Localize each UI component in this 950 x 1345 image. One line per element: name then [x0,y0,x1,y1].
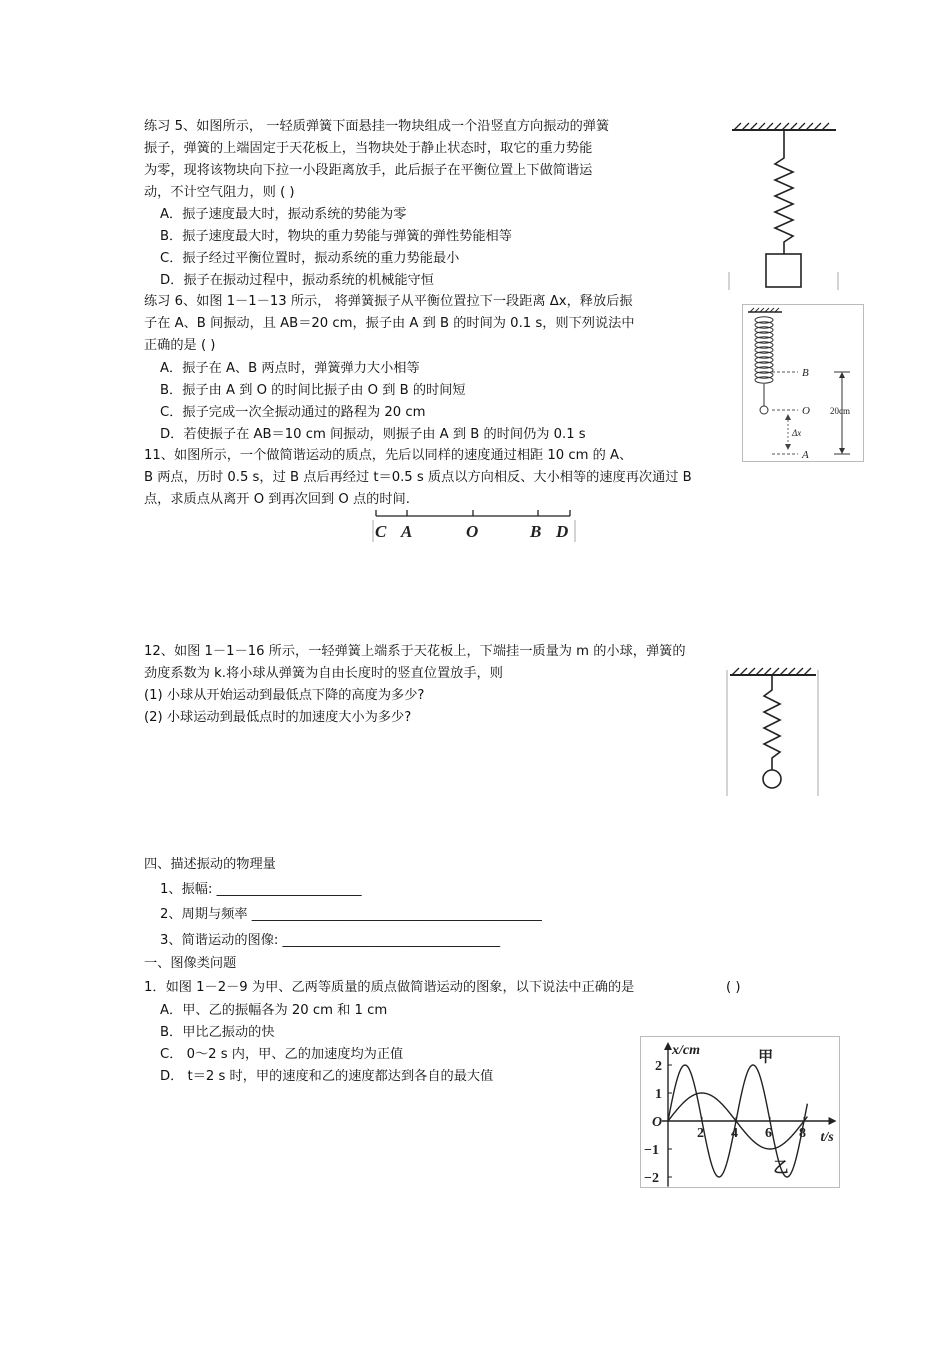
q6-option-d: D．若使振子在 AB＝10 cm 间振动，则振子由 A 到 B 的时间仍为 0.1 s [160,427,586,442]
graph-question-stem: 1．如图 1－2－9 为甲、乙两等质量的质点做简谐运动的图象，以下说法中正确的是 [144,980,635,995]
q11-point-d: D [556,522,569,541]
q5-line-2: 振子，弹簧的上端固定于天花板上，当物块处于静止状态时，取它的重力势能 [144,141,593,156]
q12-line-2: 劲度系数为 k.将小球从弹簧为自由长度时的竖直位置放手，则 [144,666,503,681]
q6-option-c: C．振子完成一次全振动通过的路程为 20 cm [160,405,426,420]
q12-line-1: 12、如图 1－1－16 所示，一轻弹簧上端系于天花板上，下端挂一质量为 m 的小球，弹簧的 [144,644,686,659]
q6-label-a: A [802,449,809,461]
y-tick-label: 1 [655,1087,662,1102]
q6-line-3: 正确的是 ( ) [144,338,216,353]
series-yi-label: 乙 [773,1157,789,1176]
y-tick-label: −2 [644,1171,659,1186]
q5-option-a: A．振子速度最大时，振动系统的势能为零 [160,207,407,222]
q6-distance-label: 20cm [830,406,850,416]
q6-dx-label: Δx [792,428,802,438]
chart-x-arrow [829,1117,837,1125]
q6-line-1: 练习 6、如图 1－1－13 所示， 将弹簧振子从平衡位置拉下一段距离 Δx，释放后振 [144,294,633,309]
x-tick-label: 6 [765,1126,772,1141]
q6-option-a: A．振子在 A、B 两点时，弹簧弹力大小相等 [160,361,420,376]
q5-option-d: D．振子在振动过程中，振动系统的机械能守恒 [160,273,434,288]
q5-line-4: 动，不计空气阻力，则 ( ) [144,185,295,200]
q6-label-b: B [802,367,809,379]
q5-option-c: C．振子经过平衡位置时，振动系统的重力势能最小 [160,251,460,266]
q11-point-b: B [530,522,542,541]
q5-line-1: 练习 5、如图所示， 一轻质弹簧下面悬挂一物块组成一个沿竖直方向振动的弹簧 [144,119,610,134]
amplitude-blank[interactable]: 1、振幅: ______________________ [160,882,362,897]
chart-y-label: x/cm [672,1043,700,1058]
q11-point-c: C [375,522,387,541]
q6-line-2: 子在 A、B 间振动，且 AB＝20 cm，振子由 A 到 B 的时间为 0.1 s，则下列说法中 [144,316,635,331]
q5-line-3: 为零，现将该物块向下拉一小段距离放手，此后振子在平衡位置上下做简谐运 [144,163,593,178]
graph-option-d: D． t＝2 s 时，甲的速度和乙的速度都达到各自的最大值 [160,1069,494,1084]
q12-spring-figure [726,664,820,796]
graph-option-b: B．甲比乙振动的快 [160,1025,275,1040]
x-tick-label: 4 [731,1126,738,1141]
x-tick-label: 2 [697,1126,704,1141]
period-frequency-blank[interactable]: 2、周期与频率 ____________________________________________ [160,907,542,922]
q12-subquestion-1: (1) 小球从开始运动到最低点下降的高度为多少? [144,688,425,703]
graph-question-paren: ( ) [726,980,741,995]
q11-line-2: B 两点，历时 0.5 s，过 B 点后再经过 t＝0.5 s 质点以方向相反、大小相等的速度再次通过 B [144,470,692,485]
y-tick-label: O [652,1115,663,1130]
series-jia-label: 甲 [758,1047,774,1066]
y-tick-label: 2 [655,1059,662,1074]
q11-line-1: 11、如图所示，一个做简谐运动的质点，先后以同样的速度通过相距 10 cm 的 A、 [144,448,633,463]
q5-spring-figure [728,122,840,290]
q5-option-b: B．振子速度最大时，物块的重力势能与弹簧的弹性势能相等 [160,229,512,244]
q11-line-figure [372,506,576,542]
section-1-title: 一、图像类问题 [144,956,237,971]
chart-x-label: t/s [820,1130,834,1145]
q6-label-o: O [802,405,810,417]
graph-option-c: C． 0～2 s 内，甲、乙的加速度均为正值 [160,1047,404,1062]
q6-option-b: B．振子由 A 到 O 的时间比振子由 O 到 B 的时间短 [160,383,466,398]
graph-option-a: A．甲、乙的振幅各为 20 cm 和 1 cm [160,1003,388,1018]
y-tick-label: −1 [644,1143,659,1158]
q11-point-o: O [466,522,479,541]
chart-y-arrow [664,1042,672,1050]
shm-graph-chart [640,1036,840,1188]
x-tick-label: 8 [799,1126,806,1141]
section-4-title: 四、描述振动的物理量 [144,857,276,872]
q11-point-a: A [401,522,413,541]
shm-graph-blank[interactable]: 3、简谐运动的图像: _________________________________ [160,933,501,948]
q6-spring-figure [742,304,864,462]
q12-subquestion-2: (2) 小球运动到最低点时的加速度大小为多少? [144,710,412,725]
q11-line-3: 点，求质点从离开 O 到再次回到 O 点的时间. [144,492,410,507]
